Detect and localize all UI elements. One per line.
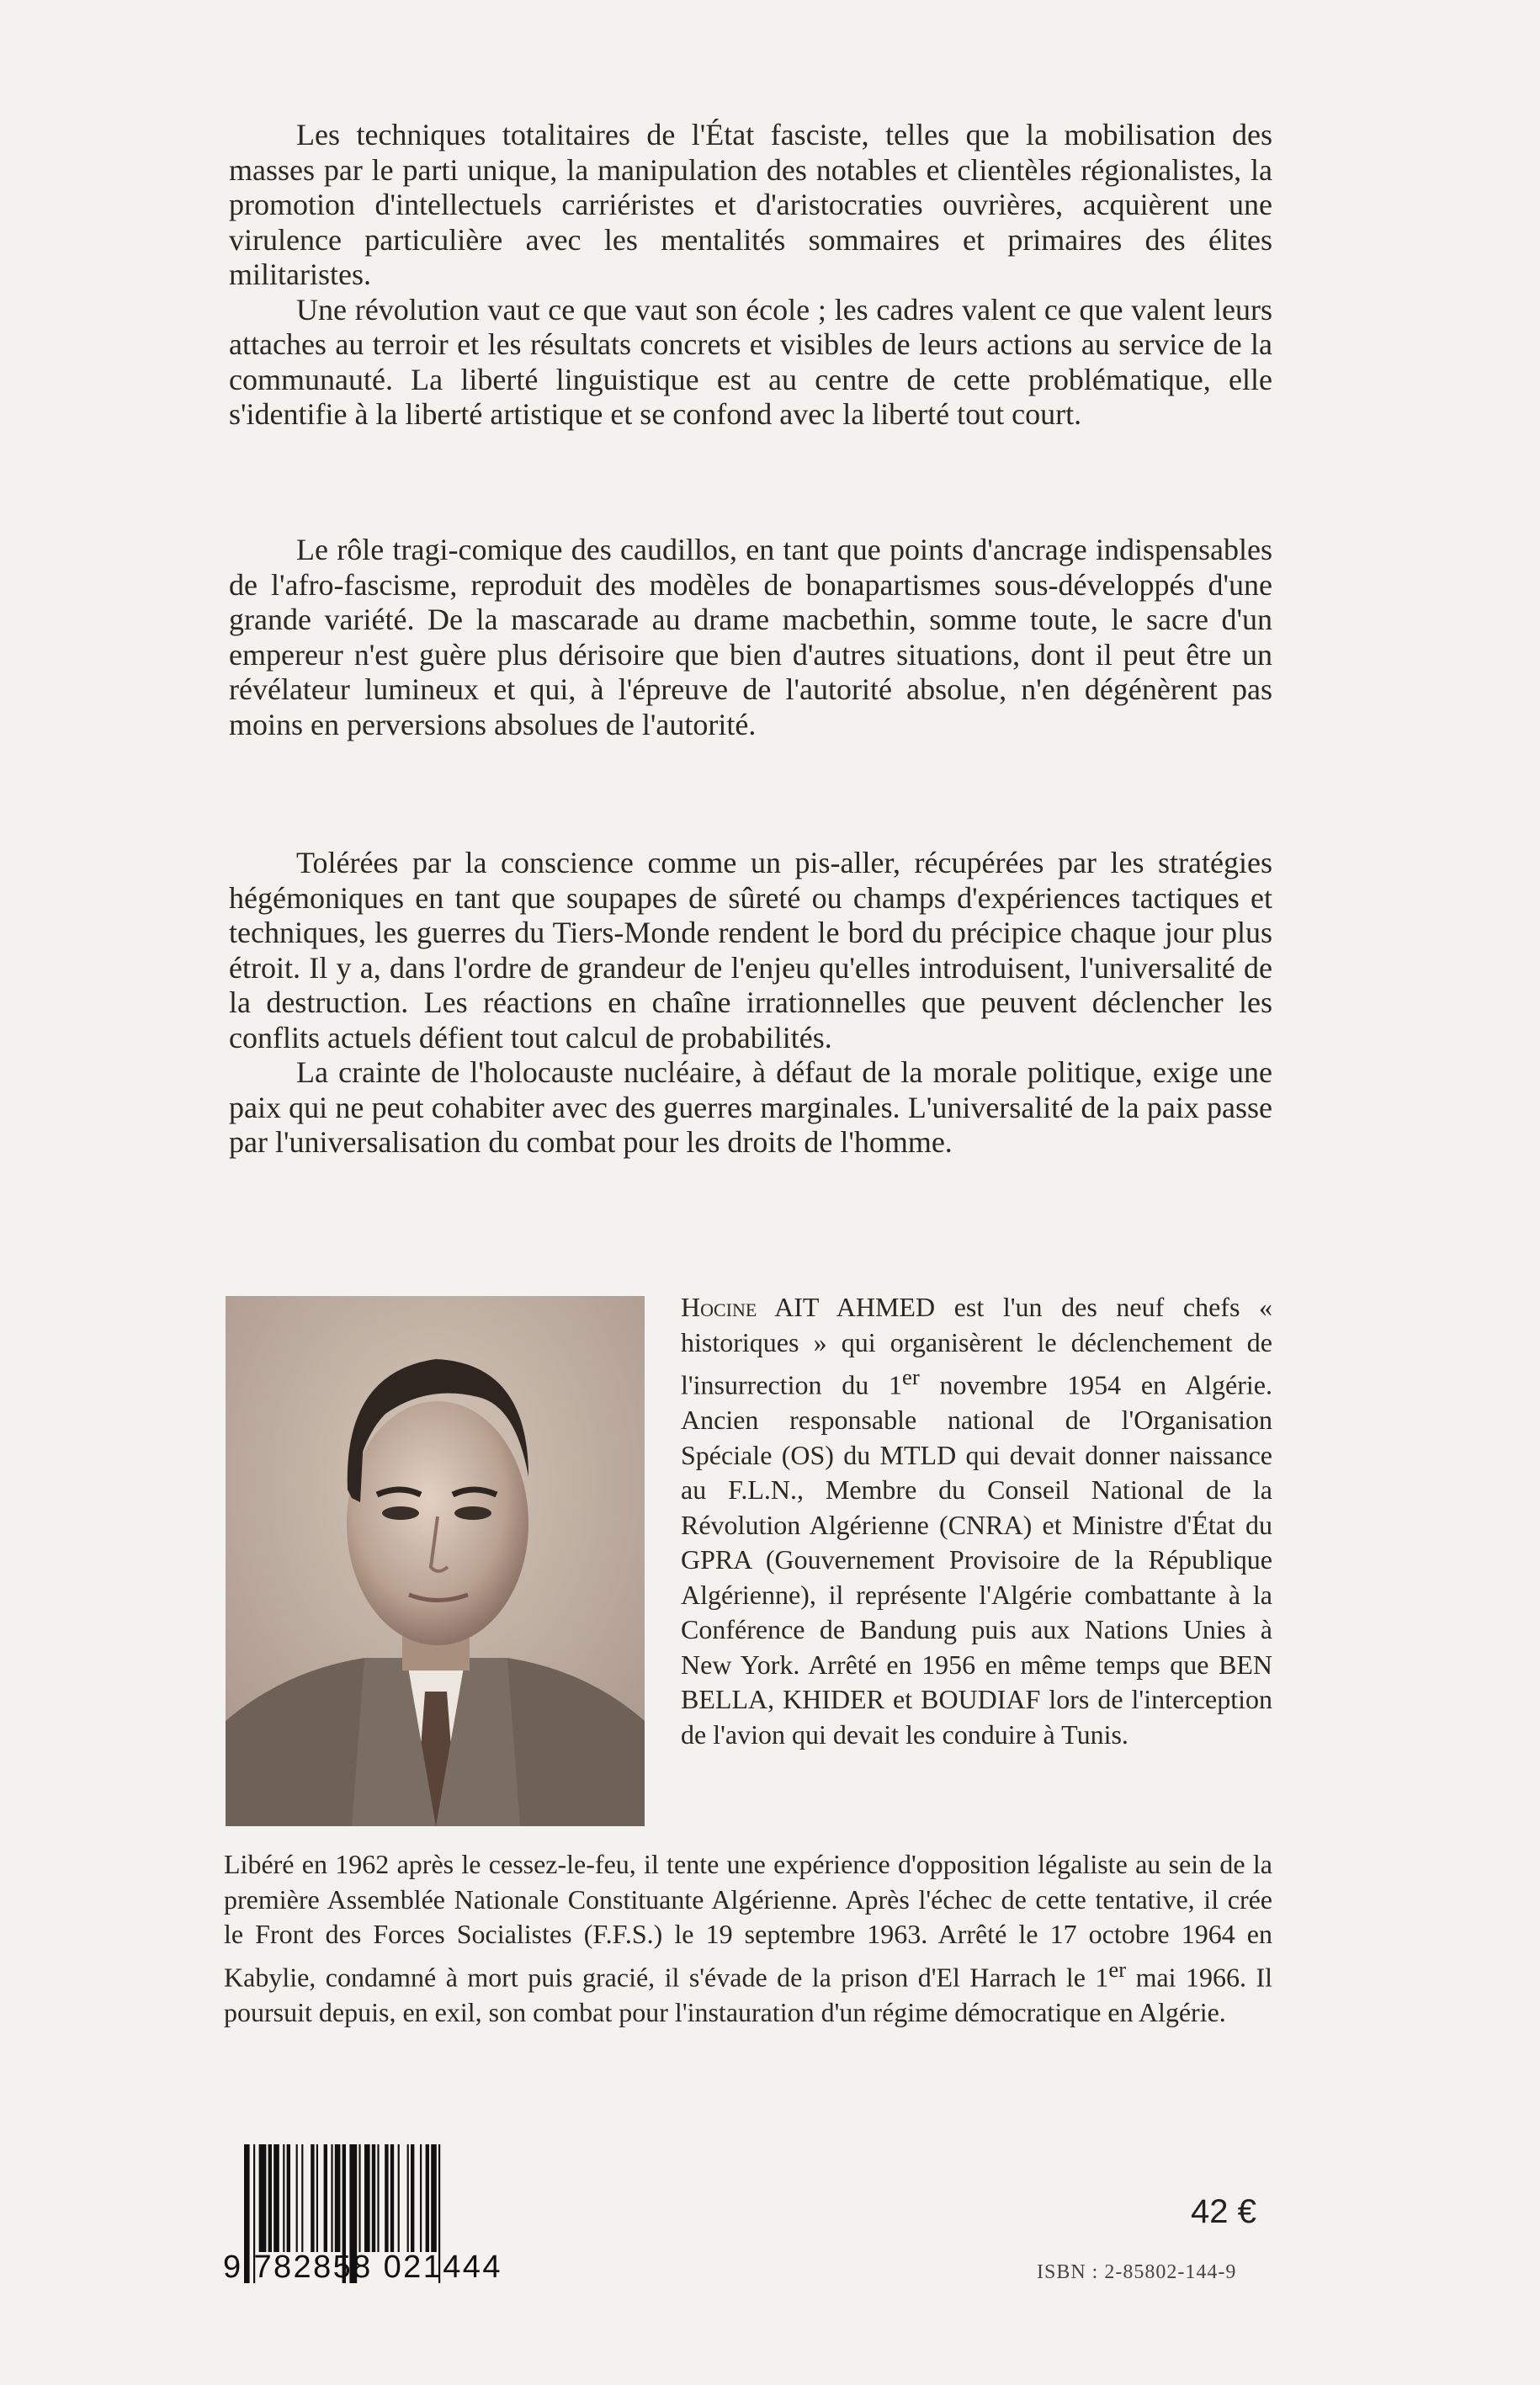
author-portrait-photo (226, 1296, 645, 1826)
author-bio-top (681, 1290, 1272, 1752)
portrait-illustration (226, 1296, 645, 1826)
paragraph: Tolérées par la conscience comme un pis-aller, récupérées par les stratégies hégémoniques en tant que soupapes de sûreté ou champs d'expériences tactiques et techniques, les guerres du Tiers-Monde rendent le bord du précipice chaque jour plus étroit. Il y a, dans l'ordre de grandeur de l'enjeu qu'elles introduisent, l'universalité de la destruction. Les réactions en chaîne irrationnelles que peuvent déclencher les conflits actuels défient tout calcul de probabilités. (229, 846, 1272, 1054)
author-bio-bottom (224, 1847, 1272, 2030)
text-section-1 (229, 118, 1272, 433)
paragraph: Les techniques totalitaires de l'État fasciste, telles que la mobilisation des masses par le parti unique, la manipulation des notables et clientèles régionalistes, la promotion d'intellectuels carriéristes et d'aristocraties ouvrières, acquièrent une virulence particulière avec les mentalités sommaires et primaires des élites militaristes. (229, 118, 1272, 291)
paragraph: Le rôle tragi-comique des caudillos, en tant que points d'ancrage indispensables de l'afro-fascisme, reproduit des modèles de bonapartismes sous-développés d'une grande variété. De la mascarade au drame macbethin, somme toute, le sacre d'un empereur n'est guère plus dérisoire que bien d'autres situations, dont il peut être un révélateur lumineux et qui, à l'épreuve de l'autorité absolue, n'en dégénèrent pas moins en perversions absolues de l'autorité. (229, 533, 1272, 741)
isbn: ISBN : 2-85802-144-9 (1037, 2261, 1237, 2283)
barcode-digits: 9 782858 021444 (223, 2250, 502, 2285)
name-ben-bella: BEN BELLA (681, 1649, 1272, 1715)
text-section-2 (229, 533, 1272, 742)
bio-paragraph-2: Libéré en 1962 après le cessez-le-feu, il tente une expérience d'opposition légaliste au sein de la première Assemblée Nationale Constituante Algérienne. Après l'échec de cette tentative, il crée le Front des Forces Socialistes (F.F.S.) le 19 septembre 1963. Arrêté le 17 octobre 1964 en Kabylie, condamné à mort puis gracié, il s'évade de la prison d'El Harrach le 1er mai 1966. Il poursuit depuis, en exil, son combat pour l'instauration d'un régime démocratique en Algérie. (224, 1849, 1273, 2027)
text-section-3 (229, 846, 1272, 1161)
name-boudiaf: BOUDIAF (921, 1684, 1041, 1715)
bio-paragraph-1: Hocine AIT AHMED est l'un des neuf chefs « historiques » qui organisèrent le déclenchement de l'insurrection du 1er novembre 1954 en Algérie. Ancien responsable national de l'Organisation Spéciale (OS) du MTLD qui devait donner naissance au F.L.N., Membre du Conseil National de la Révolution Algérienne (CNRA) et Ministre d'État du GPRA (Gouvernement Provisoire de la République Algérienne), il représente l'Algérie combattante à la Conférence de Bandung puis aux Nations Unies à New York. Arrêté en 1956 en même temps que BEN BELLA, KHIDER et BOUDIAF lors de l'interception de l'avion qui devait les conduire à Tunis. (681, 1292, 1273, 1750)
name-khider: KHIDER (783, 1684, 884, 1715)
paragraph: Une révolution vaut ce que vaut son école ; les cadres valent ce que valent leurs attaches au terroir et les résultats concrets et visibles de leurs actions au service de la communauté. La liberté linguistique est au centre de cette problématique, elle s'identifie à la liberté artistique et se confond avec la liberté tout court. (229, 292, 1272, 431)
author-name: Hocine AIT AHMED (681, 1292, 936, 1322)
paragraph: La crainte de l'holocauste nucléaire, à défaut de la morale politique, exige une paix qui ne peut cohabiter avec des guerres marginales. L'universalité de la paix passe par l'universalisation du combat pour les droits de l'homme. (229, 1055, 1272, 1159)
price: 42 € (1191, 2193, 1256, 2230)
